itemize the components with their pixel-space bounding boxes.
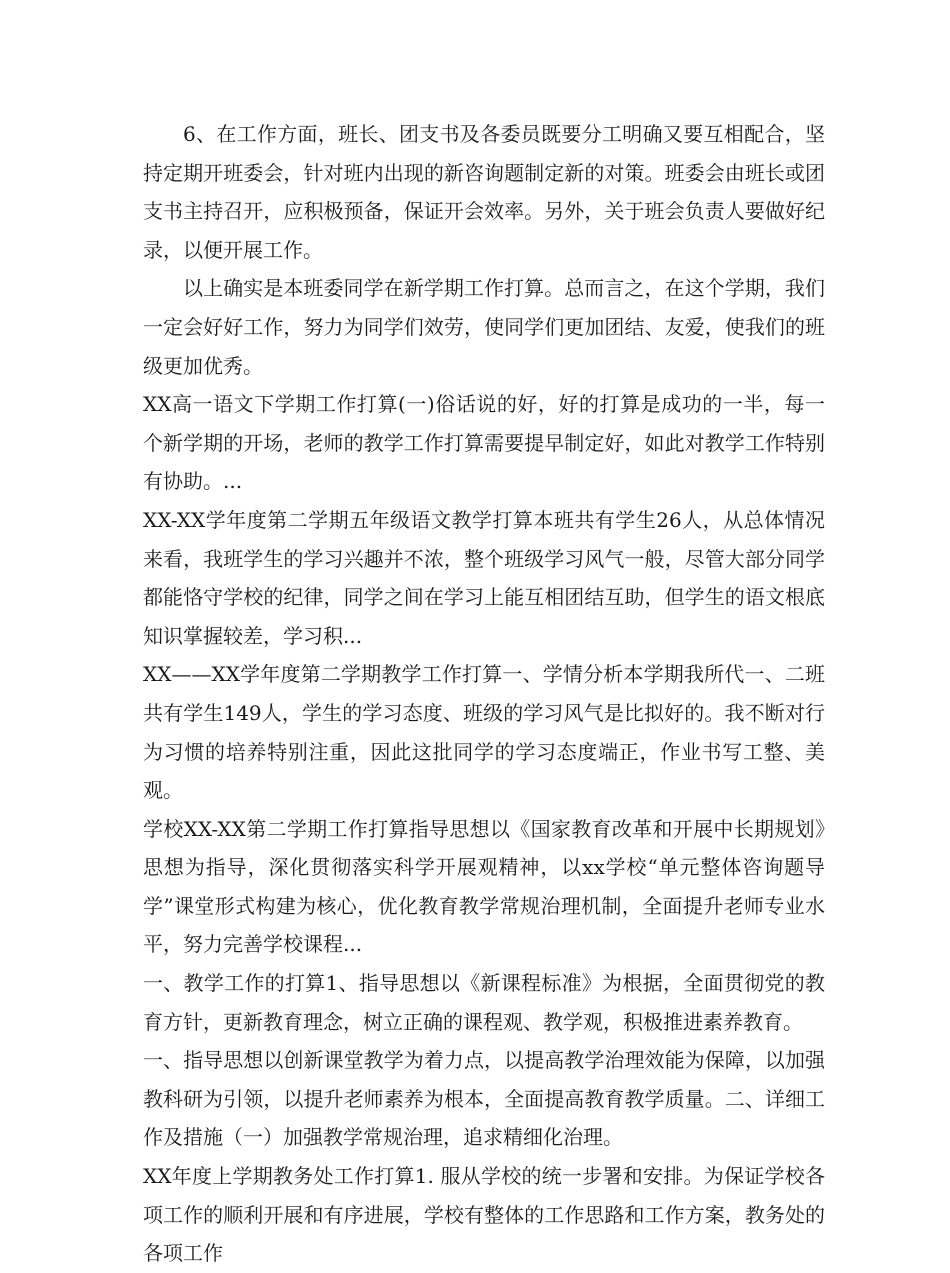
paragraph: 学校XX-XX第二学期工作打算指导思想以《国家教育改革和开展中长期规划》思想为指导，深化贯彻落实科学开展观精神，以xx学校“单元整体咨询题导学”课堂形式构建为核心，优化教育教学常规治理机制，全面提升老师专业水平，努力完善学校课程... [143,816,825,957]
paragraph: 一、教学工作的打算1、指导思想以《新课程标准》为根据，全面贯彻党的教育方针，更新教育理念，树立正确的课程观、教学观，积极推进素养教育。 [143,971,825,1034]
paragraph: 以上确实是本班委同学在新学期工作打算。总而言之，在这个学期，我们一定会好好工作，努力为同学们效劳，使同学们更加团结、友爱，使我们的班级更加优秀。 [143,276,825,378]
paragraph: XX高一语文下学期工作打算(一)俗话说的好，好的打算是成功的一半，每一个新学期的开场，老师的教学工作打算需要提早制定好，如此对教学工作特别有协助。... [143,392,825,494]
paragraph: XX——XX学年度第二学期教学工作打算一、学情分析本学期我所代一、二班共有学生149人，学生的学习态度、班级的学习风气是比拟好的。我不断对行为习惯的培养特别注重，因此这批同学的学习态度端正，作业书写工整、美观。 [143,662,825,803]
paragraph: 6、在工作方面，班长、团支书及各委员既要分工明确又要互相配合，坚持定期开班委会，针对班内出现的新咨询题制定新的对策。班委会由班长或团支书主持召开，应积极预备，保证开会效率。另外，关于班会负责人要做好纪录，以便开展工作。 [143,122,825,262]
paragraph: XX年度上学期教务处工作打算1. 服从学校的统一步署和安排。为保证学校各项工作的顺利开展和有序进展，学校有整体的工作思路和工作方案，教务处的各项工作 [143,1164,825,1266]
paragraph: XX-XX学年度第二学期五年级语文教学打算本班共有学生26人，从总体情况来看，我班学生的学习兴趣并不浓，整个班级学习风气一般，尽管大部分同学都能恪守学校的纪律，同学之间在学习上能互相团结互助，但学生的语文根底知识掌握较差，学习积... [143,507,825,648]
paragraph: 一、指导思想以创新课堂教学为着力点，以提高教学治理效能为保障，以加强教科研为引领，以提升老师素养为根本，全面提高教育教学质量。二、详细工作及措施（一）加强教学常规治理，追求精细化治理。 [143,1048,825,1150]
document-body [143,115,825,1273]
